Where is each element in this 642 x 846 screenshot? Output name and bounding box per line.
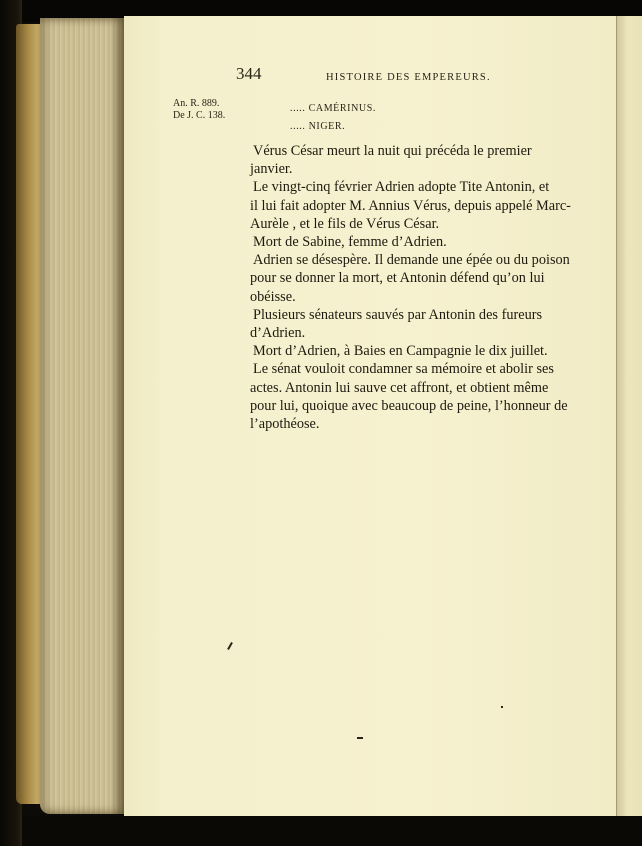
margin-note-line: De J. C. 138.	[173, 110, 226, 121]
consul-list	[290, 100, 376, 136]
margin-note-line: An. R. 889.	[173, 98, 220, 109]
text-line: janvier.	[250, 161, 293, 178]
page-number: 344	[236, 64, 262, 83]
text-line: il lui fait adopter M. Annius Vérus, depuis appelé Marc-	[250, 197, 571, 214]
paragraph	[250, 306, 588, 342]
paragraph	[250, 360, 588, 433]
text-line: Mort d’Adrien, à Baies en Campagnie le dix juillet.	[253, 343, 548, 360]
text-line: Plusieurs sénateurs sauvés par Antonin des fureurs	[253, 306, 543, 323]
paragraph	[253, 342, 588, 360]
text-line: Le vingt-cinq février Adrien adopte Tite Antonin, et	[253, 179, 550, 196]
text-line: d’Adrien.	[250, 325, 306, 342]
running-title: HISTOIRE DES EMPEREURS.	[326, 72, 491, 83]
consul-name: ..... CAMÉRINUS.	[290, 103, 376, 114]
ink-speck	[501, 706, 503, 708]
facing-page-edge	[616, 16, 642, 816]
consul-name: ..... NIGER.	[290, 121, 346, 132]
text-line: l’apothéose.	[250, 416, 320, 433]
text-line: pour se donner la mort, et Antonin défend qu’on lui	[250, 270, 545, 287]
page-header	[236, 64, 512, 90]
paragraph	[250, 251, 588, 306]
paragraph	[250, 178, 588, 233]
text-line: Aurèle , et le fils de Vérus César.	[250, 215, 440, 232]
paragraph	[253, 233, 588, 251]
scan-background-bottom	[0, 816, 642, 846]
text-line: pour lui, quoique avec beaucoup de peine, l’honneur de	[250, 397, 568, 414]
text-line: obéisse.	[250, 288, 296, 305]
ink-speck	[357, 737, 363, 739]
text-line: Le sénat vouloit condamner sa mémoire et abolir ses	[253, 361, 554, 378]
text-line: Adrien se désespère. Il demande une épée ou du poison	[253, 252, 570, 269]
paragraph	[250, 142, 588, 178]
text-line: Mort de Sabine, femme d’Adrien.	[253, 234, 447, 251]
marginal-date-note	[173, 98, 243, 122]
chronicle-text	[250, 142, 588, 433]
text-line: Vérus César meurt la nuit qui précéda le premier	[253, 143, 532, 159]
text-line: actes. Antonin lui sauve cet affront, et obtient même	[250, 379, 549, 396]
